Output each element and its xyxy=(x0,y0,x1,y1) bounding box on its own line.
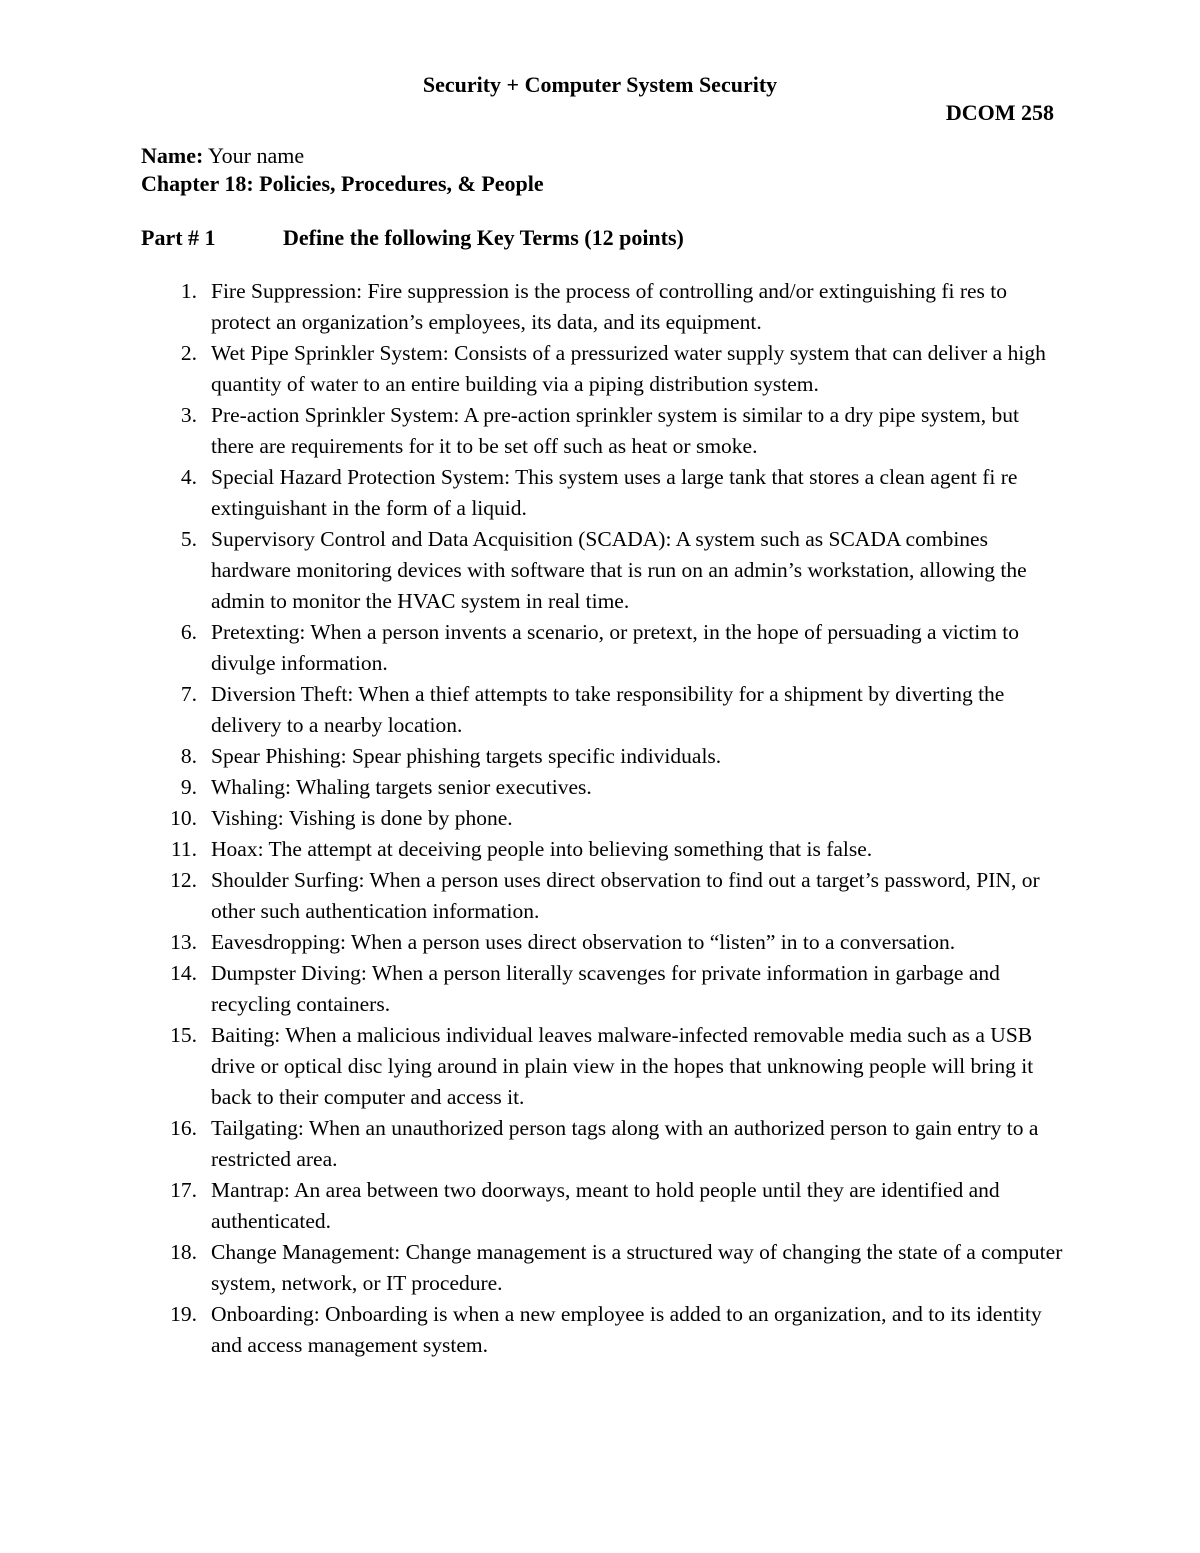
item-text: Supervisory Control and Data Acquisition (SCADA): A system such as SCADA combines hardware monitoring devices with software that is run on an admin’s workstation, allowing the admin to monitor the HVAC system in real time. xyxy=(211,527,1027,613)
item-text: Change Management: Change management is a structured way of changing the state of a computer system, network, or IT procedure. xyxy=(211,1240,1063,1295)
list-item xyxy=(141,772,1066,803)
item-number: 15. xyxy=(170,1023,197,1047)
item-number: 16. xyxy=(170,1116,197,1140)
item-text: Special Hazard Protection System: This system uses a large tank that stores a clean agent fi re extinguishant in the form of a liquid. xyxy=(211,465,1018,520)
item-text: Tailgating: When an unauthorized person tags along with an authorized person to gain entry to a restricted area. xyxy=(211,1116,1039,1171)
item-number: 5. xyxy=(180,527,197,551)
item-number: 10. xyxy=(170,806,197,830)
item-text: Pre-action Sprinkler System: A pre-action sprinkler system is similar to a dry pipe system, but there are requirements for it to be set off such as heat or smoke. xyxy=(211,403,1019,458)
item-text: Diversion Theft: When a thief attempts to take responsibility for a shipment by diverting the delivery to a nearby location. xyxy=(211,682,1005,737)
list-item xyxy=(141,679,1066,741)
part-title: Define the following Key Terms (12 points) xyxy=(283,225,684,250)
list-item xyxy=(141,865,1066,927)
document-title: Security + Computer System Security xyxy=(422,72,778,97)
list-item xyxy=(141,1237,1066,1299)
item-text: Hoax: The attempt at deceiving people into believing something that is false. xyxy=(211,837,873,861)
list-item xyxy=(141,803,1066,834)
item-number: 13. xyxy=(170,930,197,954)
name-label: Name: xyxy=(141,143,204,168)
list-item xyxy=(141,1299,1066,1361)
list-item xyxy=(141,400,1066,462)
item-number: 2. xyxy=(180,341,197,365)
name-line xyxy=(141,143,304,169)
part-number: Part # 1 xyxy=(141,225,216,250)
item-number: 18. xyxy=(170,1240,197,1264)
item-number: 3. xyxy=(180,403,197,427)
chapter-heading: Chapter 18: Policies, Procedures, & People xyxy=(141,171,544,196)
item-number: 9. xyxy=(180,775,197,799)
list-item xyxy=(141,1175,1066,1237)
item-number: 6. xyxy=(180,620,197,644)
item-number: 14. xyxy=(170,961,197,985)
item-number: 12. xyxy=(170,868,197,892)
item-text: Vishing: Vishing is done by phone. xyxy=(211,806,513,830)
list-item xyxy=(141,1113,1066,1175)
item-text: Fire Suppression: Fire suppression is the process of controlling and/or extinguishing fi res to protect an organization’s employees, its data, and its equipment. xyxy=(211,279,1008,334)
item-text: Baiting: When a malicious individual leaves malware-infected removable media such as a USB drive or optical disc lying around in plain view in the hopes that unknowing people will bring it back to their computer and access it. xyxy=(211,1023,1034,1109)
item-number: 17. xyxy=(170,1178,197,1202)
list-item xyxy=(141,834,1066,865)
course-code: DCOM 258 xyxy=(945,100,1054,125)
item-number: 11. xyxy=(170,837,197,861)
item-number: 19. xyxy=(170,1302,197,1326)
item-text: Mantrap: An area between two doorways, meant to hold people until they are identified and authenticated. xyxy=(211,1178,1000,1233)
list-item xyxy=(141,276,1066,338)
item-text: Onboarding: Onboarding is when a new employee is added to an organization, and to its identity and access management system. xyxy=(211,1302,1042,1357)
item-text: Shoulder Surfing: When a person uses direct observation to find out a target’s password, PIN, or other such authentication information. xyxy=(211,868,1040,923)
item-text: Pretexting: When a person invents a scenario, or pretext, in the hope of persuading a victim to divulge information. xyxy=(211,620,1020,675)
key-terms-list xyxy=(141,276,1066,1361)
list-item xyxy=(141,338,1066,400)
list-item xyxy=(141,741,1066,772)
item-text: Spear Phishing: Spear phishing targets specific individuals. xyxy=(211,744,722,768)
item-text: Wet Pipe Sprinkler System: Consists of a pressurized water supply system that can deliver a high quantity of water to an entire building via a piping distribution system. xyxy=(211,341,1046,396)
item-text: Dumpster Diving: When a person literally scavenges for private information in garbage and recycling containers. xyxy=(211,961,1000,1016)
item-number: 8. xyxy=(180,744,197,768)
item-text: Whaling: Whaling targets senior executives. xyxy=(211,775,592,799)
name-value: Your name xyxy=(208,143,305,168)
item-number: 4. xyxy=(180,465,197,489)
item-number: 7. xyxy=(180,682,197,706)
list-item xyxy=(141,927,1066,958)
part-heading xyxy=(141,225,684,251)
list-item xyxy=(141,958,1066,1020)
item-text: Eavesdropping: When a person uses direct observation to “listen” in to a conversation. xyxy=(211,930,956,954)
list-item xyxy=(141,524,1066,617)
list-item xyxy=(141,617,1066,679)
list-item xyxy=(141,1020,1066,1113)
list-item xyxy=(141,462,1066,524)
item-number: 1. xyxy=(180,279,197,303)
